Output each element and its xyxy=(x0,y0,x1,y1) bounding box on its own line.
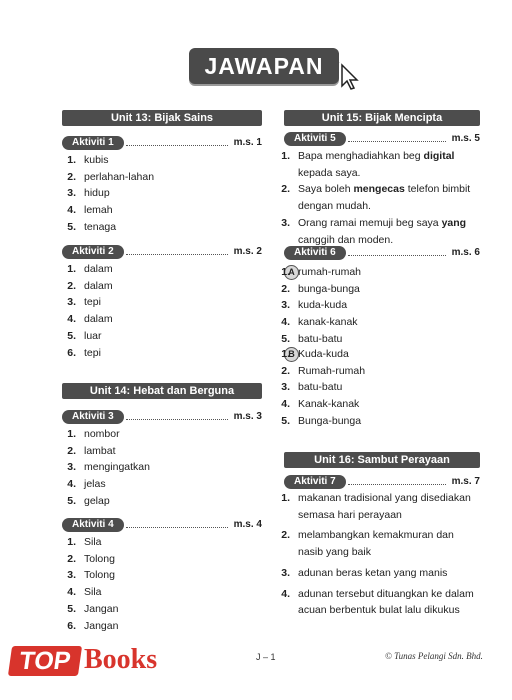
activity-label: Aktiviti 1 xyxy=(62,136,124,150)
list-item: 1. rumah-rumah xyxy=(281,266,362,278)
activity-label: Aktiviti 3 xyxy=(62,410,124,424)
list-item: 1. Kuda-kuda xyxy=(281,348,349,360)
list-item: 4. kanak-kanak xyxy=(281,316,358,329)
aktiviti-1-answers xyxy=(62,152,262,236)
activity-label: Aktiviti 5 xyxy=(284,132,346,146)
aktiviti-4-header xyxy=(62,518,262,532)
aktiviti-4-answers xyxy=(62,534,262,634)
page-ref: m.s. 6 xyxy=(451,247,480,258)
aktiviti-6b-answers xyxy=(276,346,480,430)
list-item: 1. Bapa menghadiahkan beg digital kepada saya. xyxy=(281,150,455,179)
list-item: 6. tepi xyxy=(67,346,101,359)
unit-16-header: Unit 16: Sambut Perayaan xyxy=(284,452,480,468)
list-item: 1. nombor xyxy=(67,428,120,440)
page-ref: m.s. 4 xyxy=(233,519,262,530)
list-item: 3. Tolong xyxy=(67,569,115,582)
list-item: 3. hidup xyxy=(67,187,110,200)
group-b-marker: B xyxy=(284,347,299,362)
aktiviti-2-header xyxy=(62,245,262,259)
page-ref: m.s. 5 xyxy=(451,133,480,144)
list-item: 1. dalam xyxy=(67,263,113,275)
list-item: 2. perlahan-lahan xyxy=(67,170,155,183)
aktiviti-3-header xyxy=(62,410,262,424)
list-item: 3. batu-batu xyxy=(281,381,343,394)
list-item: 2. bunga-bunga xyxy=(281,282,360,295)
copyright: © Tunas Pelangi Sdn. Bhd. xyxy=(385,651,483,661)
aktiviti-5-header xyxy=(284,132,480,146)
activity-label: Aktiviti 6 xyxy=(284,246,346,260)
aktiviti-6-header xyxy=(284,246,480,260)
page-ref: m.s. 3 xyxy=(233,411,262,422)
list-item: 3. mengingatkan xyxy=(67,461,150,474)
list-item: 4. Kanak-kanak xyxy=(281,398,360,411)
list-item: 5. Jangan xyxy=(67,602,119,615)
activity-label: Aktiviti 7 xyxy=(284,475,346,489)
unit-13-header: Unit 13: Bijak Sains xyxy=(62,110,262,126)
aktiviti-3-answers xyxy=(62,426,262,510)
activity-label: Aktiviti 4 xyxy=(62,518,124,532)
list-item: 4. Sila xyxy=(67,586,102,599)
page-number: J – 1 xyxy=(256,652,276,662)
group-a-marker: A xyxy=(284,265,299,280)
list-item: 4. lemah xyxy=(67,204,113,217)
list-item: 4. dalam xyxy=(67,313,113,326)
list-item: 4. adunan tersebut dituangkan ke dalam acuan berbentuk bulat lalu dikukus xyxy=(281,587,474,617)
page-ref: m.s. 1 xyxy=(233,137,262,148)
page-ref: m.s. 7 xyxy=(451,476,480,487)
list-item: 5. gelap xyxy=(67,494,110,507)
list-item: 1. makanan tradisional yang disediakan semasa hari perayaan xyxy=(281,492,471,521)
list-item: 2. melambangkan kemakmuran dan nasib yang baik xyxy=(281,529,454,559)
topbooks-logo xyxy=(0,640,190,684)
list-item: 3. Orang ramai memuji beg saya yang canggih dan moden. xyxy=(281,216,467,246)
list-item: 5. tenaga xyxy=(67,220,117,233)
aktiviti-5-answers xyxy=(276,148,480,248)
list-item: 5. batu-batu xyxy=(281,332,343,345)
list-item: 3. adunan beras ketan yang manis xyxy=(281,566,448,579)
list-item: 2. Rumah-rumah xyxy=(281,364,366,377)
unit-14-header: Unit 14: Hebat dan Berguna xyxy=(62,383,262,399)
aktiviti-1-header xyxy=(62,136,262,150)
activity-label: Aktiviti 2 xyxy=(62,245,124,259)
list-item: 3. kuda-kuda xyxy=(281,299,348,312)
list-item: 1. kubis xyxy=(67,154,109,166)
list-item: 3. tepi xyxy=(67,296,101,309)
list-item: 5. Bunga-bunga xyxy=(281,414,362,427)
list-item: 4. jelas xyxy=(67,478,106,491)
cursor-icon xyxy=(338,62,364,92)
page-ref: m.s. 2 xyxy=(233,246,262,257)
list-item: 2. dalam xyxy=(67,279,113,292)
unit-15-header: Unit 15: Bijak Mencipta xyxy=(284,110,480,126)
list-item: 1. Sila xyxy=(67,536,102,548)
aktiviti-7-header xyxy=(284,475,480,489)
list-item: 2. Tolong xyxy=(67,552,115,565)
list-item: 5. luar xyxy=(67,329,102,342)
aktiviti-7-answers xyxy=(276,490,480,619)
aktiviti-2-answers xyxy=(62,261,262,361)
aktiviti-6a-answers xyxy=(276,264,480,348)
logo-top-text: TOP xyxy=(8,646,82,676)
list-item: 6. Jangan xyxy=(67,619,119,632)
logo-books-text: Books xyxy=(84,644,158,675)
page-title: JAWAPAN xyxy=(189,48,339,84)
list-item: 2. lambat xyxy=(67,444,116,457)
list-item: 2. Saya boleh mengecas telefon bimbit dengan mudah. xyxy=(281,183,471,213)
